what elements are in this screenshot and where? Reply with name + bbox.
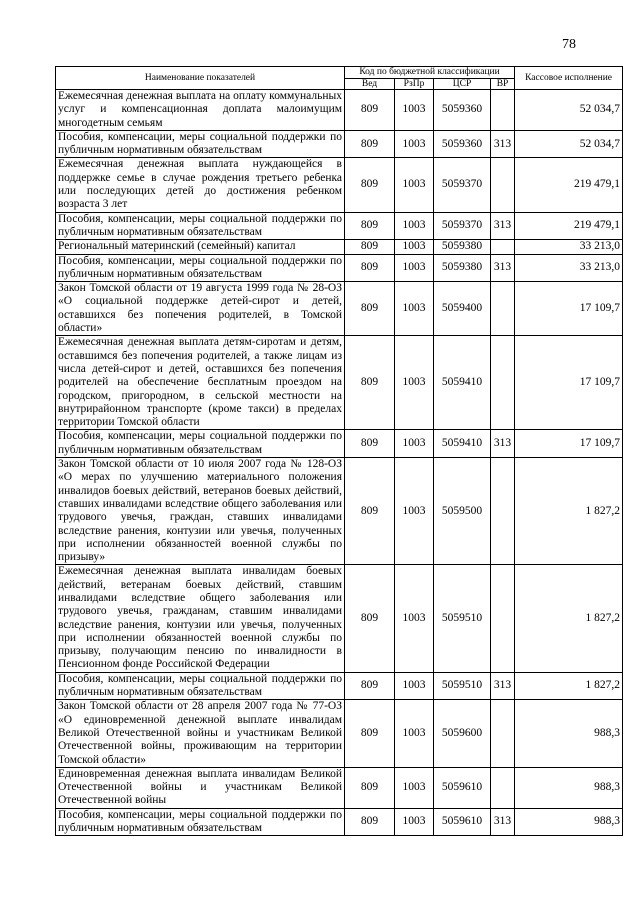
cell-amount: 988,3 [515, 700, 623, 767]
cell-amount: 988,3 [515, 767, 623, 808]
cell-ved: 809 [345, 458, 395, 565]
cell-rzpr: 1003 [395, 130, 434, 158]
cell-rzpr: 1003 [395, 282, 434, 336]
cell-csr: 5059400 [434, 282, 491, 336]
cell-vr: 313 [491, 212, 515, 240]
cell-rzpr: 1003 [395, 336, 434, 430]
cell-amount: 33 213,0 [515, 254, 623, 282]
header-amount: Кассовое исполнение [515, 67, 623, 90]
cell-ved: 809 [345, 212, 395, 240]
cell-ved: 809 [345, 336, 395, 430]
cell-rzpr: 1003 [395, 565, 434, 672]
cell-name: Пособия, компенсации, меры социальной поддержки по публичным нормативным обязательствам [56, 130, 345, 158]
cell-name: Закон Томской области от 19 августа 1999 года № 28-ОЗ «О социальной поддержке детей-сирот и детей, оставшихся без попечения родителей, в Томской области» [56, 282, 345, 336]
table-body [56, 90, 623, 836]
cell-amount: 17 109,7 [515, 336, 623, 430]
header-ved: Вед [345, 78, 395, 90]
table-row [56, 90, 623, 131]
cell-vr [491, 240, 515, 254]
cell-name: Ежемесячная денежная выплата нуждающейся в поддержке семье в случае рождения третьего ребенка или последующих детей до достижения ребенком возраста 3 лет [56, 158, 345, 212]
cell-vr [491, 158, 515, 212]
cell-csr: 5059380 [434, 240, 491, 254]
header-csr: ЦСР [434, 78, 491, 90]
cell-rzpr: 1003 [395, 458, 434, 565]
cell-vr: 313 [491, 430, 515, 458]
cell-rzpr: 1003 [395, 158, 434, 212]
cell-name: Региональный материнский (семейный) капитал [56, 240, 345, 254]
cell-amount: 52 034,7 [515, 90, 623, 131]
cell-name: Ежемесячная денежная выплата инвалидам боевых действий, ветеранам боевых действий, ставшим инвалидами вследствие общего заболевания или трудового увечья, гражданам, ставшим инвалидами вследствие ранения, контузии или увечья, полученных при исполнении обязанностей военной службы по призыву, получающим пенсию по инвалидности в Пенсионном фонде Российской Федерации [56, 565, 345, 672]
cell-ved: 809 [345, 672, 395, 700]
cell-csr: 5059610 [434, 767, 491, 808]
cell-vr: 313 [491, 808, 515, 836]
header-code-group: Код по бюджетной классификации [345, 67, 515, 79]
cell-name: Ежемесячная денежная выплата на оплату коммунальных услуг и компенсационная доплата малоимущим многодетным семьям [56, 90, 345, 131]
cell-rzpr: 1003 [395, 808, 434, 836]
table-row [56, 430, 623, 458]
cell-ved: 809 [345, 767, 395, 808]
cell-name: Пособия, компенсации, меры социальной поддержки по публичным нормативным обязательствам [56, 808, 345, 836]
table-row [56, 767, 623, 808]
table-row [56, 254, 623, 282]
cell-vr: 313 [491, 130, 515, 158]
cell-name: Закон Томской области от 28 апреля 2007 года № 77-ОЗ «О единовременной денежной выплате инвалидам Великой Отечественной войны и участникам Великой Отечественной войны, проживающим на территории Томской области» [56, 700, 345, 767]
cell-rzpr: 1003 [395, 240, 434, 254]
cell-amount: 33 213,0 [515, 240, 623, 254]
cell-ved: 809 [345, 282, 395, 336]
cell-ved: 809 [345, 254, 395, 282]
cell-rzpr: 1003 [395, 90, 434, 131]
cell-csr: 5059370 [434, 158, 491, 212]
cell-name: Закон Томской области от 10 июля 2007 года № 128-ОЗ «О мерах по улучшению материального положения инвалидов боевых действий, ветеранов боевых действий, ставших инвалидами вследствие общего заболевания или трудового увечья, граждан, ставших инвалидами вследствие ранения, контузии или увечья, полученных при исполнении обязанностей военной службы по призыву» [56, 458, 345, 565]
table-row [56, 700, 623, 767]
cell-ved: 809 [345, 430, 395, 458]
cell-ved: 809 [345, 240, 395, 254]
cell-vr [491, 90, 515, 131]
cell-amount: 1 827,2 [515, 672, 623, 700]
table-row [56, 565, 623, 672]
cell-ved: 809 [345, 565, 395, 672]
cell-amount: 17 109,7 [515, 282, 623, 336]
table-row [56, 240, 623, 254]
cell-csr: 5059360 [434, 130, 491, 158]
cell-ved: 809 [345, 808, 395, 836]
cell-amount: 17 109,7 [515, 430, 623, 458]
cell-amount: 1 827,2 [515, 565, 623, 672]
cell-amount: 219 479,1 [515, 158, 623, 212]
table-row [56, 458, 623, 565]
cell-csr: 5059410 [434, 430, 491, 458]
cell-csr: 5059380 [434, 254, 491, 282]
cell-ved: 809 [345, 700, 395, 767]
cell-rzpr: 1003 [395, 430, 434, 458]
cell-name: Пособия, компенсации, меры социальной поддержки по публичным нормативным обязательствам [56, 212, 345, 240]
header-vr: ВР [491, 78, 515, 90]
cell-name: Ежемесячная денежная выплата детям-сиротам и детям, оставшимся без попечения родителей, а также лицам из числа детей-сирот и детей, оставшихся без попечения родителей на обеспечение бесплатным проездом на городском, пригородном, в сельской местности на внутрирайонном транспорте (кроме такси) в пределах территории Томской области [56, 336, 345, 430]
cell-amount: 219 479,1 [515, 212, 623, 240]
cell-csr: 5059510 [434, 672, 491, 700]
cell-vr: 313 [491, 254, 515, 282]
cell-ved: 809 [345, 130, 395, 158]
cell-name: Пособия, компенсации, меры социальной поддержки по публичным нормативным обязательствам [56, 254, 345, 282]
cell-vr [491, 700, 515, 767]
cell-vr [491, 336, 515, 430]
table-row [56, 212, 623, 240]
table-row [56, 808, 623, 836]
page-number: 78 [562, 37, 576, 52]
cell-csr: 5059410 [434, 336, 491, 430]
cell-vr [491, 458, 515, 565]
cell-name: Пособия, компенсации, меры социальной поддержки по публичным нормативным обязательствам [56, 430, 345, 458]
cell-vr: 313 [491, 672, 515, 700]
cell-name: Единовременная денежная выплата инвалидам Великой Отечественной войны и участникам Великой Отечественной войны [56, 767, 345, 808]
cell-ved: 809 [345, 90, 395, 131]
table-row [56, 158, 623, 212]
table-row [56, 130, 623, 158]
budget-table [55, 66, 623, 836]
cell-vr [491, 565, 515, 672]
cell-csr: 5059500 [434, 458, 491, 565]
cell-csr: 5059510 [434, 565, 491, 672]
cell-amount: 988,3 [515, 808, 623, 836]
cell-vr [491, 767, 515, 808]
cell-name: Пособия, компенсации, меры социальной поддержки по публичным нормативным обязательствам [56, 672, 345, 700]
cell-rzpr: 1003 [395, 767, 434, 808]
cell-amount: 1 827,2 [515, 458, 623, 565]
cell-amount: 52 034,7 [515, 130, 623, 158]
cell-rzpr: 1003 [395, 254, 434, 282]
cell-ved: 809 [345, 158, 395, 212]
cell-csr: 5059360 [434, 90, 491, 131]
table-row [56, 282, 623, 336]
cell-csr: 5059370 [434, 212, 491, 240]
header-rzpr: РзПр [395, 78, 434, 90]
header-name: Наименование показателей [56, 67, 345, 90]
cell-rzpr: 1003 [395, 212, 434, 240]
cell-csr: 5059610 [434, 808, 491, 836]
table-row [56, 336, 623, 430]
table-row [56, 672, 623, 700]
cell-rzpr: 1003 [395, 672, 434, 700]
cell-vr [491, 282, 515, 336]
cell-csr: 5059600 [434, 700, 491, 767]
cell-rzpr: 1003 [395, 700, 434, 767]
